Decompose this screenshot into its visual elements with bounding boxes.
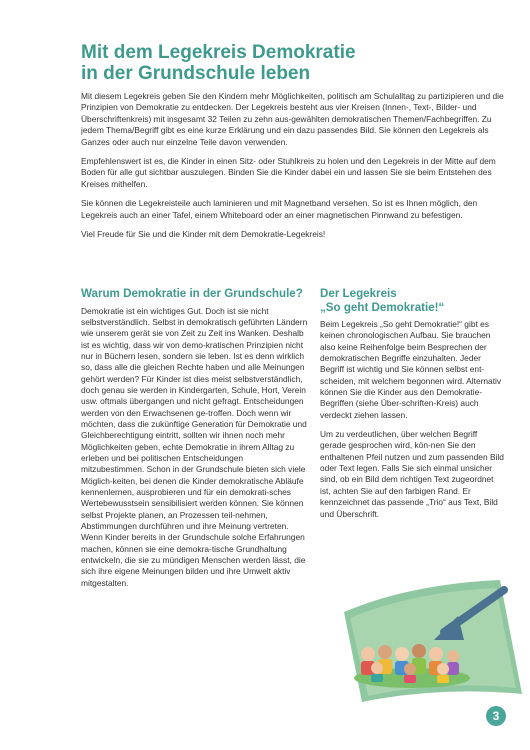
page-title-line-2: in der Grundschule leben	[81, 63, 311, 84]
legekreis-arrow-illustration	[340, 574, 530, 702]
right-heading-line-1: Der Legekreis	[320, 287, 397, 300]
left-section-heading: Warum Demokratie in der Grundschule?	[81, 287, 303, 300]
right-section-paragraph: Um zu verdeutlichen, über welchen Begriff gerade gesprochen wird, kön-nen Sie den enthaltenen Pfeil nutzen und zum passenden Bild oder Text legen. Falls Sie sich einmal unsicher sind, ob ein Bild dem richtigen Text zugeordnet ist, achten Sie auf den farbigen Rand. Er kennzeichnet das passende „Trio“ aus Text, Bild und Überschrift.	[320, 429, 504, 519]
left-section-text: Demokratie ist ein wichtiges Gut. Doch ist sie nicht selbstverständlich. Selbst in demokratisch geführten Ländern wie unserem gerät sie von Zeit zu Zeit ins Wanken. Deshalb ist es wichtig, dass wir von demo-kratischen Prinzipien nicht nur in Büchern lesen, sondern sie leben. Ist es denn wirklich so, dass alle die gleichen Rechte haben und alle Meinungen gehört werden? Für Kinder ist dies meist selbstverständlich, doch genau sie werden in Kindergarten, Schule, Hort, Verein usw. oftmals übergangen und nicht gefragt. Entscheidungen werden von den Erwachsenen ge-troffen. Doch wenn wir möchten, dass die zukünftige Generation für Demokratie und Gleichberechtigung eintritt, sollten wir ihnen noch mehr Möglichkeiten geben, echte Demokratie in ihrem Alltag zu erleben und bei politischen Entscheidungen mitzubestimmen. Schon in der Grundschule bieten sich viele Möglich-keiten, bei denen die Kinder demokratische Abläufe kennenlernen, ausprobieren und für ein demokrati-sches Wertebewusstsein sensibilisiert werden können. Sie können selbst Projekte planen, an Prozessen teil-nehmen, Abstimmungen durchführen und ihre Meinung vertreten. Wenn Kinder bereits in der Grundschule solche Erfahrungen machen, können sie eine demokra-tische Grundhaltung entwickeln, die sie zu mündigen Menschen werden lässt, die sich ihre eigene Meinungen bilden und ihre Umwelt aktiv mitgestalten.	[81, 305, 308, 588]
right-column	[320, 287, 504, 520]
intro-paragraph: Empfehlenswert ist es, die Kinder in einen Sitz- oder Stuhlkreis zu holen und den Legekreis in der Mitte auf dem Boden für alle gut sichtbar auszulegen. Binden Sie die Kinder dabei ein und lassen Sie sie beim Entstehen des Kreises mithelfen.	[81, 156, 496, 189]
page-number-badge: 3	[486, 706, 506, 726]
intro-paragraph: Sie können die Legekreisteile auch laminieren und mit Magnetband versehen. So ist es Ihnen möglich, den Legekreis auch an einer Tafel, einem Whiteboard oder an einer magnetischen Pinnwand zu befestigen.	[81, 198, 478, 220]
right-heading-line-2: „So geht Demokratie!“	[320, 300, 445, 314]
left-column	[81, 287, 308, 589]
page-title-line-1: Mit dem Legekreis Demokratie	[81, 42, 356, 63]
page-title	[81, 42, 481, 84]
intro-paragraph: Mit diesem Legekreis geben Sie den Kindern mehr Möglichkeiten, politisch am Schulalltag zu partizipieren und die Prinzipien von Demokratie zu entdecken. Der Legekreis besteht aus vier Kreisen (Innen-, Text-, Bilder- und Überschriftenkreis) mit insgesamt 32 Teilen zu zehn aus-gewählten demokratischen Themen/Fachbegriffen. Zu jedem Thema/Begriff gibt es eine kurze Erklärung und ein dazu passendes Bild. Sie können den Legekreis als Ganzes oder auch nur einzelne Teile davon verwenden.	[81, 91, 504, 147]
right-section-heading	[320, 287, 504, 314]
right-section-paragraph: Beim Legekreis „So geht Demokratie!“ gibt es keinen chronologischen Aufbau. Sie brauchen also keine Reihenfolge beim Besprechen der demokratischen Begriffe einzuhalten. Jeder Begriff ist wichtig und Sie können selbst ent-scheiden, mit welchem begonnen wird. Alternativ können Sie die Kinder aus den Demokratie-Begriffen (siehe Über-schriften-Kreis) auch verdeckt ziehen lassen.	[320, 319, 502, 420]
intro-paragraph: Viel Freude für Sie und die Kinder mit dem Demokratie-Legekreis!	[81, 229, 326, 240]
intro-section	[81, 91, 505, 248]
